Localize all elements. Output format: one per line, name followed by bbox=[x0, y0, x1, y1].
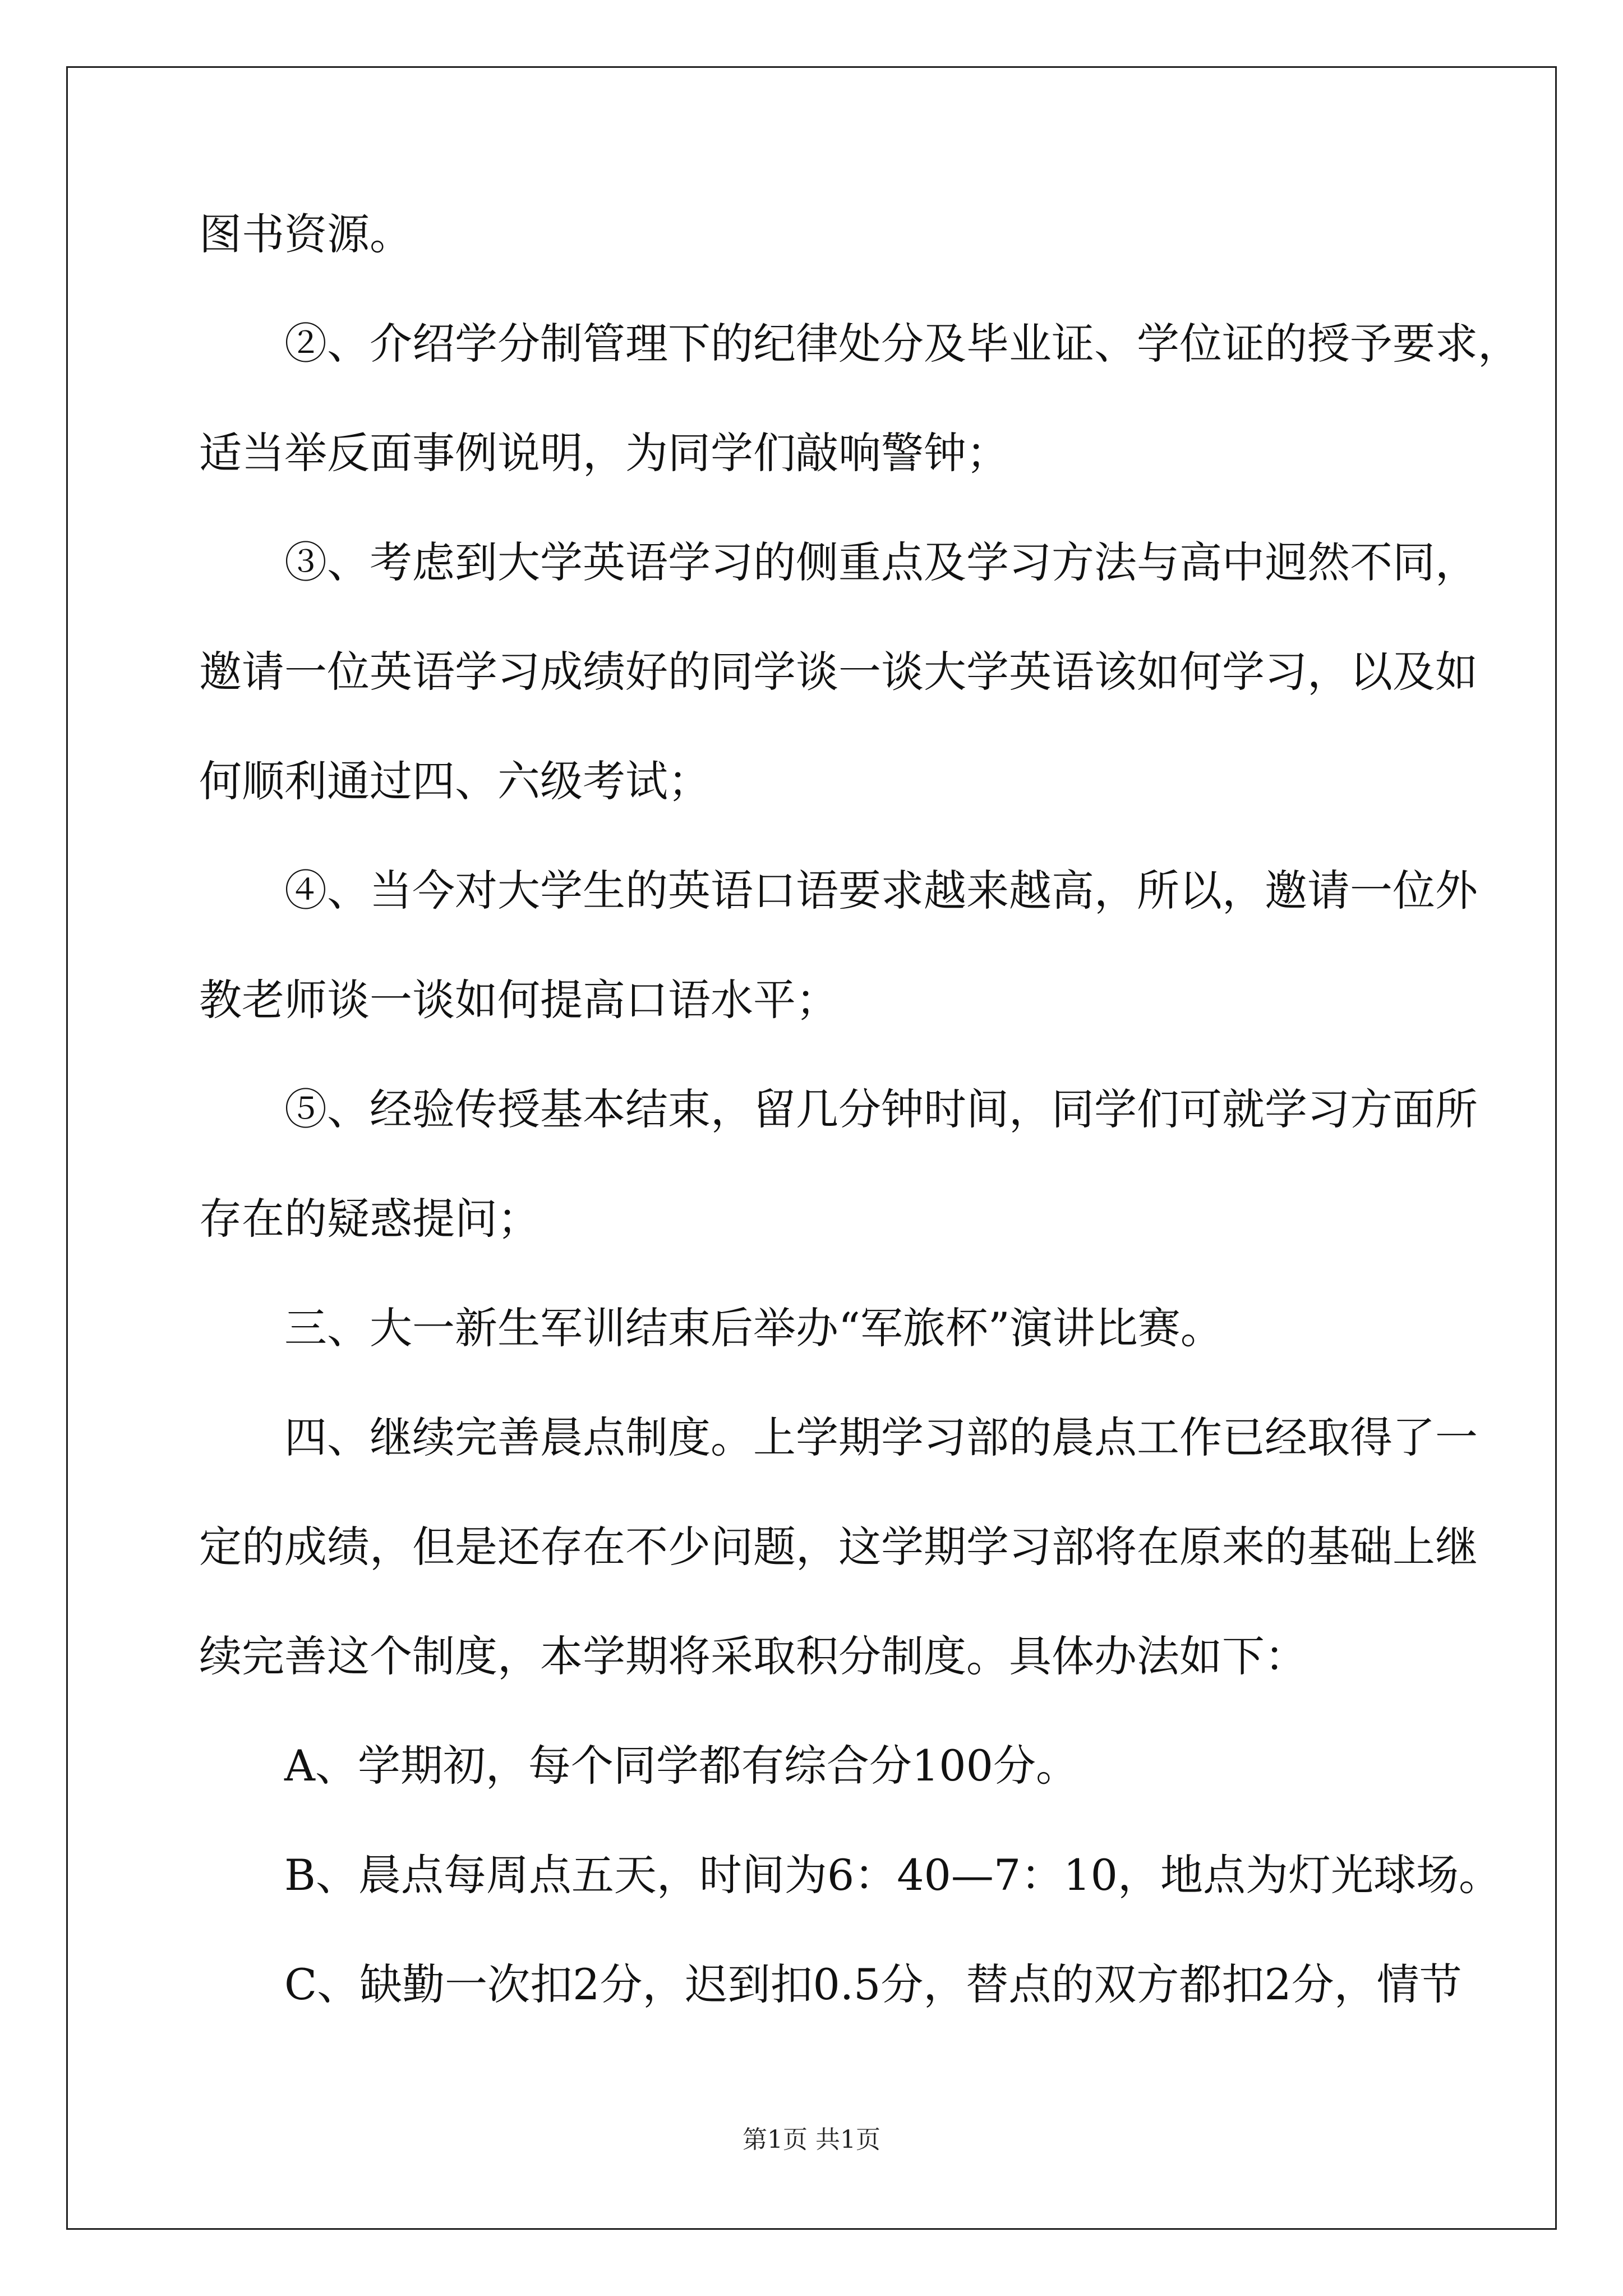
text-line: 图书资源。 bbox=[199, 209, 412, 259]
text-line: 何顺利通过四、六级考试； bbox=[199, 756, 711, 806]
text-line: 四、继续完善晨点制度。上学期学习部的晨点工作已经取得了一 bbox=[284, 1412, 1478, 1462]
text-line: 存在的疑惑提问； bbox=[199, 1194, 540, 1244]
text-line: ③、考虑到大学英语学习的侧重点及学习方法与高中迥然不同， bbox=[284, 537, 1478, 587]
page-border bbox=[66, 66, 1557, 2230]
text-line: 续完善这个制度，本学期将采取积分制度。具体办法如下： bbox=[199, 1631, 1307, 1681]
text-line: B、晨点每周点五天，时间为6：40—7：10，地点为灯光球场。 bbox=[284, 1850, 1501, 1900]
text-line: 三、大一新生军训结束后举办“军旅杯”演讲比赛。 bbox=[284, 1303, 1223, 1353]
text-line: C、缺勤一次扣2分，迟到扣0.5分，替点的双方都扣2分，情节 bbox=[284, 1959, 1462, 2009]
text-line: 定的成绩，但是还存在不少问题，这学期学习部将在原来的基础上继 bbox=[199, 1522, 1478, 1572]
text-line: ⑤、经验传授基本结束，留几分钟时间，同学们可就学习方面所 bbox=[284, 1084, 1478, 1134]
text-line: 适当举反面事例说明，为同学们敲响警钟； bbox=[199, 428, 1009, 478]
text-line: A、学期初，每个同学都有综合分100分。 bbox=[284, 1741, 1078, 1791]
page-footer: 第1页 共1页 bbox=[743, 2125, 880, 2154]
text-line: ②、介绍学分制管理下的纪律处分及毕业证、学位证的授予要求， bbox=[284, 319, 1520, 369]
text-line: ④、当今对大学生的英语口语要求越来越高，所以，邀请一位外 bbox=[284, 866, 1478, 915]
text-line: 教老师谈一谈如何提高口语水平； bbox=[199, 975, 838, 1025]
text-line: 邀请一位英语学习成绩好的同学谈一谈大学英语该如何学习，以及如 bbox=[199, 647, 1478, 697]
